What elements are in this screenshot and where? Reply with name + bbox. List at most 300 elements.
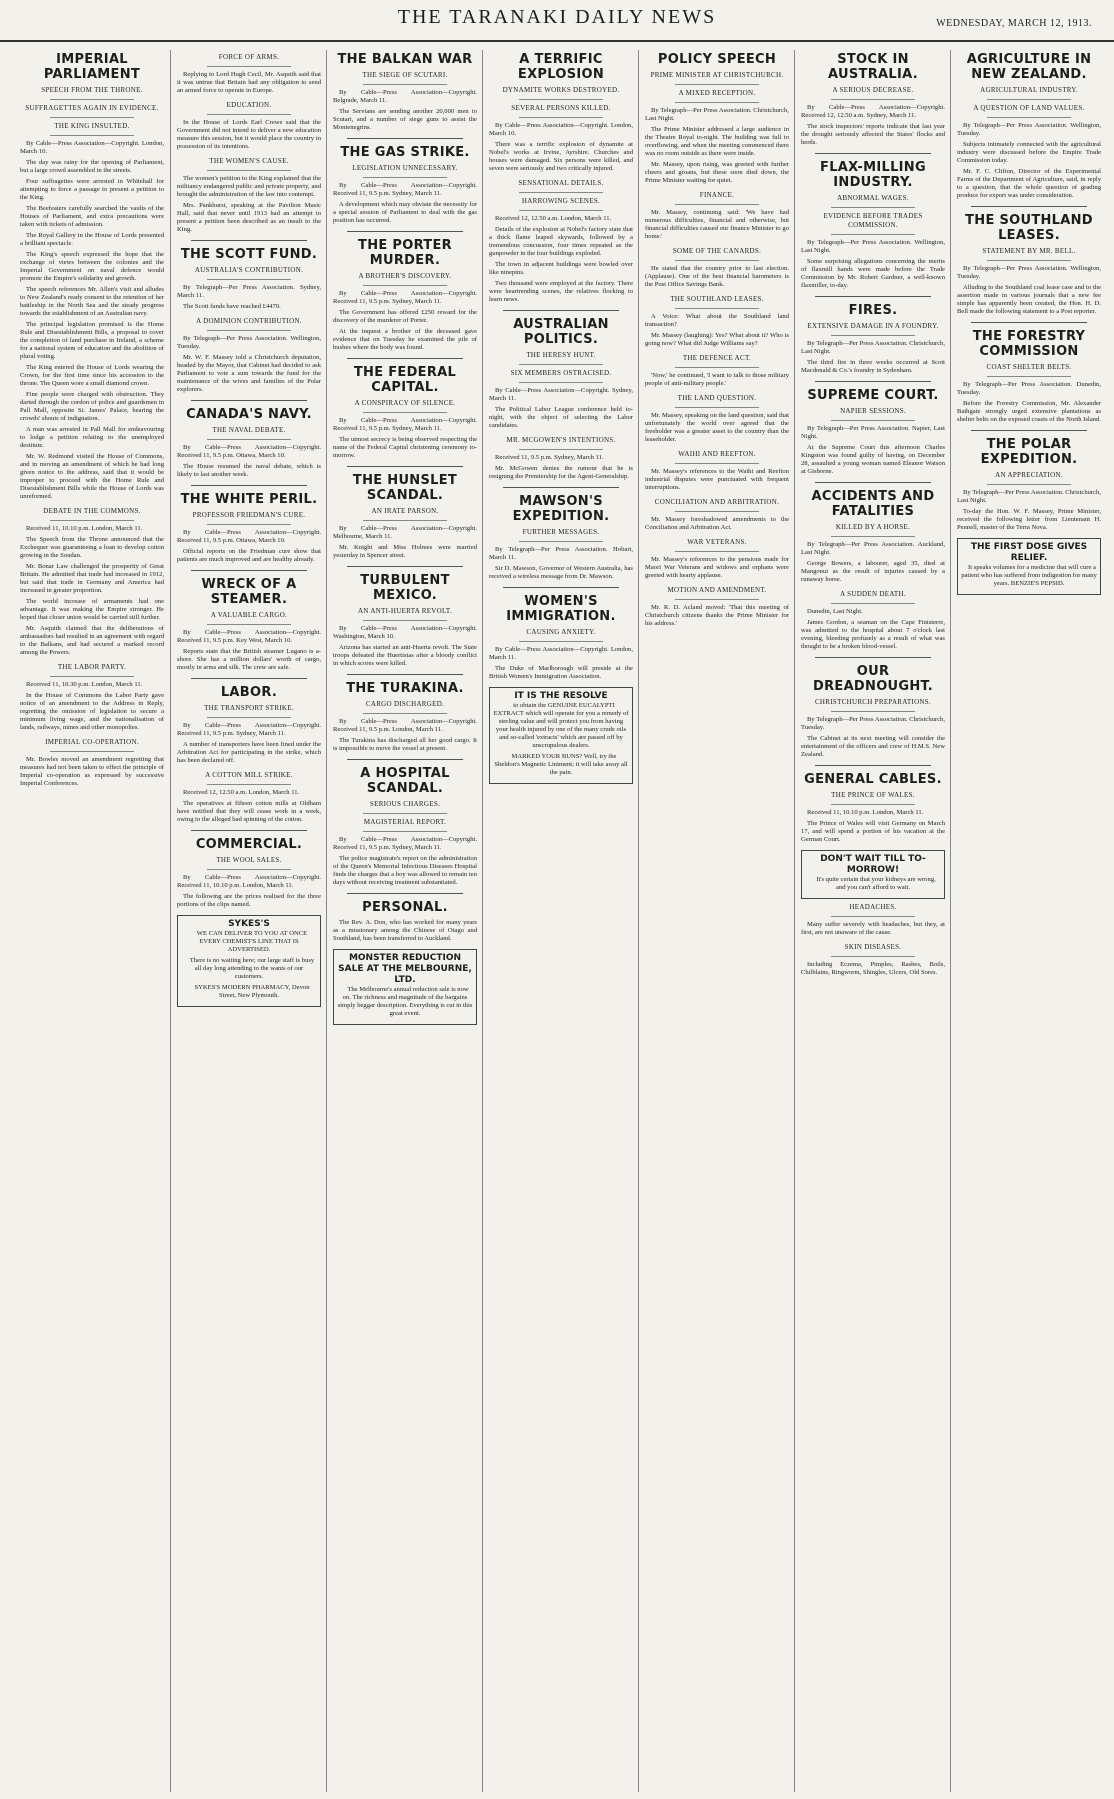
paragraph: The operatives at fifteen cotton mills at Oldham have notified that they will cease work in a week, owing to the alleged bad spinning of the cotton.	[177, 800, 321, 823]
paragraph: By Telegraph—Per Press Association. Hobart, March 11.	[489, 546, 633, 561]
subheading: A SUDDEN DEATH.	[840, 590, 906, 598]
subheading-rule	[987, 484, 1071, 485]
subheading-rule	[675, 84, 759, 85]
paragraph: By Cable—Press Association—Copyright. Received 11, 9.5 p.m. Sydney, March 11.	[333, 290, 477, 305]
section-rule	[191, 678, 307, 679]
section-rule	[971, 206, 1087, 207]
article	[177, 157, 321, 234]
subheading: ABNORMAL WAGES.	[837, 194, 909, 202]
subheading: HARROWING SCENES.	[521, 197, 601, 205]
subheading-rule	[831, 207, 915, 208]
paragraph: The Servians are sending another 20,000 men to Scutari, and a number of siege guns to assist the Montenegrins.	[333, 108, 477, 131]
article	[645, 586, 789, 628]
subheading: CHRISTCHURCH PREPARATIONS.	[814, 698, 932, 706]
headline: THE SOUTHLAND LEASES.	[965, 213, 1093, 243]
subheading-rule	[207, 717, 291, 718]
paragraph: In the House of Lords Earl Crewe said that the Government did not intend to deliver a new education measure this session, but it would place the country in possession of its intentions.	[177, 119, 321, 150]
paragraph: Dunedin, Last Night.	[807, 608, 863, 615]
headline: AGRICULTURE IN NEW ZEALAND.	[966, 52, 1092, 82]
subheading-rule	[831, 711, 915, 712]
paragraph: Received 12, 12.50 a.m. London, March 11.	[183, 789, 300, 796]
headline: AUSTRALIAN POLITICS.	[513, 317, 609, 347]
subheading-rule	[207, 439, 291, 440]
section-rule	[503, 587, 619, 588]
subheading: THE SIEGE OF SCUTARI.	[362, 71, 448, 79]
headline: COMMERCIAL.	[195, 837, 303, 852]
paragraph: Subjects intimately connected with the agricultural industry were discussed before the Empire Trade Commission today.	[957, 141, 1101, 164]
paragraph: By Cable—Press Association—Copyright. Received 11, 9.5 p.m. Ottawa, March 10.	[177, 529, 321, 544]
paragraph: Mr. W. Redmond visited the House of Commons, and in moving an amendment of which he had long given notice to the address, said that it would be improper to proceed with the Home Rule and Disestablishment Bills while the House of Lords was unreformed.	[20, 453, 164, 500]
subheading: PROFESSOR FRIEDMAN'S CURE.	[192, 511, 306, 519]
section-rule	[347, 759, 463, 760]
subheading: SEVERAL PERSONS KILLED.	[511, 104, 611, 112]
headline: TURBULENT MEXICO.	[360, 573, 450, 603]
paragraph: By Cable—Press Association—Copyright. Received 11, 9.5 p.m. Sydney, March 11.	[333, 182, 477, 197]
paper-name: THE TARANAKI DAILY NEWS	[397, 6, 717, 28]
article	[801, 296, 945, 375]
paragraph: The Royal Gallery in the House of Lords presented a brilliant spectacle.	[20, 232, 164, 247]
article	[177, 317, 321, 394]
paragraph: There was a terrific explosion of dynamite at Nobel's works at Irvine, Ayrshire. Churches and houses were damaged. Six persons were killed, and seven were seriously and two critically injured.	[489, 141, 633, 172]
subheading-rule	[207, 624, 291, 625]
subheading: WAIHI AND REEFTON.	[678, 450, 756, 458]
subheading-rule	[987, 99, 1071, 100]
article	[177, 678, 321, 765]
headline: THE POLAR EXPEDITION.	[980, 437, 1078, 467]
headline: THE FORESTRY COMMISSION	[972, 329, 1086, 359]
article	[20, 663, 164, 732]
subheading: THE TRANSPORT STRIKE.	[204, 704, 294, 712]
column-6	[794, 50, 951, 1792]
paragraph: 'Now,' he continued, 'I want to talk to those military people of anti-military people.'	[645, 372, 789, 387]
section-rule	[815, 482, 931, 483]
subheading-rule	[363, 520, 447, 521]
article	[489, 487, 633, 581]
subheading: EVIDENCE BEFORE TRADES COMMISSION.	[823, 212, 923, 229]
paragraph: Mr. F. C. Clifton, Director of the Experimental Farms of the Department of Agriculture, said, in reply to a question, that the whole question of grading produce for export was under consideration.	[957, 168, 1101, 199]
paragraph: Official reports on the Friedman cure show that patients are much improved and are healthy already.	[177, 548, 321, 563]
article	[177, 570, 321, 672]
paragraph: Received 11, 10.10 p.m. London, March 11.	[26, 525, 143, 532]
subheading: THE SOUTHLAND LEASES.	[670, 295, 764, 303]
headline: THE TURAKINA.	[346, 681, 464, 696]
paragraph: The Political Labor League conference held to-night, with the object of selecting the Labor candidates.	[489, 406, 633, 429]
article	[801, 52, 945, 147]
columns-container	[14, 50, 1106, 1792]
subheading: A QUESTION OF LAND VALUES.	[973, 104, 1085, 112]
paragraph: By Cable—Press Association—Copyright. London, March 10.	[489, 122, 633, 137]
headline: THE BALKAN WAR	[337, 52, 473, 67]
subheading: FORCE OF ARMS.	[218, 53, 280, 61]
paragraph: to obtain the GENUINE EUCALYPTI EXTRACT which will operate for you a remedy of sterling value and will protect you from having your health injured by one of the many crude oils and so-called 'extracts' which are passed off by unscrupulous dealers.	[493, 702, 629, 749]
article	[20, 738, 164, 788]
paragraph: To-day the Hon. W. F. Massey, Prime Minister, received the following letter from Lieutenant H. Pennell, master of the Terra Nova.	[957, 508, 1101, 531]
subheading: A MIXED RECEPTION.	[678, 89, 756, 97]
article	[333, 759, 477, 887]
subheading-rule	[675, 260, 759, 261]
subheading-rule	[363, 84, 447, 85]
subheading: MAGISTERIAL REPORT.	[363, 818, 447, 826]
section-rule	[971, 322, 1087, 323]
advertisement	[801, 850, 945, 899]
paragraph: The Turakina has discharged all her good cargo. It is impossible to move the vessel at present.	[333, 737, 477, 752]
headline: ACCIDENTS AND FATALITIES	[811, 489, 935, 519]
article	[801, 381, 945, 476]
article	[645, 538, 789, 580]
subheading-rule	[675, 204, 759, 205]
subheading-rule	[675, 511, 759, 512]
paragraph: By Cable—Press Association—Copyright. Washington, March 10.	[333, 625, 477, 640]
article	[177, 400, 321, 479]
paragraph: Mr. Massey, continuing said: 'We have had numerous difficulties, financial and otherwise, but financial difficulties caused our finance Minister to go home.'	[645, 209, 789, 240]
section-rule	[347, 138, 463, 139]
article	[645, 191, 789, 241]
masthead	[0, 0, 1114, 42]
subheading: PRIME MINISTER AT CHRISTCHURCH.	[650, 71, 784, 79]
subheading: DYNAMITE WORKS DESTROYED.	[502, 86, 620, 94]
paragraph: Some surprising allegations concerning the merits of flaxmill hands were made before the Trade Commission by Mr. Robert Gardner, a well-known flaxmiller, to-day.	[801, 258, 945, 289]
paragraph: A development which may obviate the necessity for a special session of Parliament to deal with the gas position has occurred.	[333, 201, 477, 224]
paragraph: By Telegraph—Per Press Association. Christchurch, Tuesday.	[801, 716, 945, 731]
subheading: STATEMENT BY MR. BELL.	[982, 247, 1076, 255]
article	[645, 247, 789, 289]
paragraph: Received 11, 10.10 p.m. London, March 11.	[807, 809, 924, 816]
paragraph: Mr. Massey's references to the pensions made for Maori War Veterans and widows and orphans were greeted with hearty applause.	[645, 556, 789, 579]
article	[333, 138, 477, 225]
article	[645, 450, 789, 492]
subheading: A VALUABLE CARGO.	[210, 611, 288, 619]
headline: IMPERIAL PARLIAMENT	[43, 52, 141, 82]
paragraph: The speech references Mr. Allen's visit and alludes to New Zealand's ready consent to the retention of her battleship in the North Sea and the steady progress towards the establishment of an Australian navy.	[20, 286, 164, 317]
subheading-rule	[831, 956, 915, 957]
paragraph: By Cable—Press Association—Copyright. London, March 11.	[489, 646, 633, 661]
subheading-rule	[50, 676, 134, 677]
subheading-rule	[519, 210, 603, 211]
paragraph: Arizona has started an anti-Huerta revolt. The State troops defeated the Huertistas after a bloody conflict in which scores were killed.	[333, 644, 477, 667]
article	[489, 310, 633, 430]
headline: GENERAL CABLES.	[804, 772, 942, 787]
subheading: CAUSING ANXIETY.	[526, 628, 596, 636]
subheading: FINANCE.	[699, 191, 735, 199]
subheading-rule	[207, 784, 291, 785]
subheading-rule	[831, 420, 915, 421]
headline: A HOSPITAL SCANDAL.	[360, 766, 450, 796]
article	[957, 322, 1101, 424]
article	[801, 903, 945, 937]
paragraph: The town in adjacent buildings were bowled over like ninepins.	[489, 261, 633, 276]
paragraph: There is no waiting here; our large staff is busy all day long attending to the wants of our customers.	[189, 957, 315, 980]
subheading-rule	[207, 869, 291, 870]
subheading: A DOMINION CONTRIBUTION.	[196, 317, 302, 325]
paragraph: A Voice: What about the Southland land transaction?	[645, 313, 789, 328]
paragraph: By Telegraph—Per Press Association. Christchurch, Last Night.	[801, 340, 945, 355]
paragraph: The following are the prices realised for the three portions of the clips named.	[177, 893, 321, 908]
article	[645, 394, 789, 444]
column-7	[950, 50, 1107, 1792]
paragraph: MARKED YOUR BUNS? Well, try the Sheldon's Magnetic Liniment; it will take away all the pain.	[494, 753, 628, 776]
subheading-rule	[831, 335, 915, 336]
subheading: THE LABOR PARTY.	[57, 663, 127, 671]
paragraph: By Telegraph—Per Press Association. Wellington, Last Night.	[801, 239, 945, 254]
paragraph: The Cabinet at its next meeting will consider the entertainment of the officers and crew of H.M.S. New Zealand.	[801, 735, 945, 758]
article	[177, 830, 321, 909]
paragraph: The Scott funds have reached £4470.	[183, 303, 281, 310]
section-rule	[815, 153, 931, 154]
paragraph: The principal legislation promised is the Home Rule and Disestablishment Bills, a proposal to cover the completion of land purchase in Ireland, a scheme for a national system of education and the abolition of plural voting.	[20, 321, 164, 360]
subheading: SOME OF THE CANARDS.	[672, 247, 762, 255]
paragraph: Sir D. Mawson, Governor of Western Australia, has received a wireless message from Dr. Mawson.	[489, 565, 633, 580]
paragraph: It speaks volumes for a medicine that will cure a patient who has suffered from indigestion for many years. BENZIE'S PEPSID.	[961, 564, 1097, 587]
headline: THE PORTER MURDER.	[358, 238, 452, 268]
paragraph: The House resumed the naval debate, which is likely to last another week.	[177, 463, 321, 478]
subheading-rule	[519, 641, 603, 642]
subheading-rule	[50, 520, 134, 521]
paragraph: Mr. Bonar Law challenged the prosperity of Great Britain. He admitted that trade had increased in 1912, but said that trade in Germany and America had increased in greater proportion.	[20, 563, 164, 594]
paragraph: Mr. Massey foreshadowed amendments to the Conciliation and Arbitration Act.	[645, 516, 789, 531]
headline: OUR DREADNOUGHT.	[812, 664, 933, 694]
section-rule	[191, 485, 307, 486]
paragraph: Alluding to the Southland coal lease case and to the assertion made in various journals that a new fee simple has apparently been created, the Hon. H. D. Bell made the following statement to a Post reporter.	[957, 284, 1101, 315]
subheading-rule	[519, 449, 603, 450]
advertisement	[177, 915, 321, 1007]
section-rule	[191, 830, 307, 831]
subheading-rule	[831, 536, 915, 537]
subheading-rule	[675, 599, 759, 600]
article	[801, 943, 945, 977]
paragraph: By Cable—Press Association—Copyright. Belgrade, March 11.	[333, 89, 477, 104]
article	[645, 52, 789, 185]
headline: CANADA'S NAVY.	[186, 407, 312, 422]
subheading-rule	[987, 117, 1071, 118]
subheading: AN IRATE PARSON.	[371, 507, 439, 515]
subheading-rule	[207, 170, 291, 171]
subheading-rule	[363, 813, 447, 814]
subheading-rule	[675, 463, 759, 464]
subheading: HEADACHES.	[849, 903, 897, 911]
subheading: THE LAND QUESTION.	[677, 394, 757, 402]
paragraph: The stock inspectors' reports indicate that last year the drought seriously affected the States' flocks and herds.	[801, 123, 945, 146]
subheading-rule	[363, 285, 447, 286]
paragraph: By Cable—Press Association—Copyright. Received 11, 9.5 p.m. London, March 11.	[333, 718, 477, 733]
paragraph: By Cable—Press Association—Copyright. Received 11, 10.10 p.m. London, March 11.	[177, 874, 321, 889]
section-rule	[191, 400, 307, 401]
subheading-rule	[519, 541, 603, 542]
subheading-rule	[519, 364, 603, 365]
paragraph: By Telegraph—Per Press Association. Napier, Last Night.	[801, 425, 945, 440]
column-5	[638, 50, 795, 1792]
article	[177, 240, 321, 311]
subheading-rule	[363, 177, 447, 178]
paragraph: The day was rainy for the opening of Parliament, but a large crowd assembled in the streets.	[20, 159, 164, 174]
paragraph: SYKES'S MODERN PHARMACY, Devon Street, New Plymouth.	[194, 984, 310, 999]
article	[801, 482, 945, 584]
article	[177, 101, 321, 151]
paragraph: The Duke of Marlborough will preside at the British Women's Immigration Association.	[489, 665, 633, 680]
subheading-rule	[207, 114, 291, 115]
subheading: FURTHER MESSAGES.	[522, 528, 600, 536]
subheading-rule	[363, 831, 447, 832]
subheading: CARGO DISCHARGED.	[365, 700, 445, 708]
paragraph: A number of transporters have been fined under the Arbitration Act for participating in the strike, which has been declared off.	[177, 741, 321, 764]
paragraph: At the inquest a brother of the deceased gave evidence that on Tuesday he examined the pile of bushes where the body was found.	[333, 328, 477, 351]
section-rule	[347, 893, 463, 894]
section-rule	[815, 381, 931, 382]
column-4	[482, 50, 639, 1792]
paragraph: By Telegraph—Per Press Association. Wellington, Tuesday.	[957, 122, 1101, 137]
column-1	[14, 50, 170, 1792]
paragraph: By Telegraph—Per Press Association. Wellington, Tuesday.	[957, 265, 1101, 280]
paragraph: Received 12, 12.50 a.m. London, March 11.	[495, 215, 612, 222]
paragraph: By Cable—Press Association—Copyright. Received 11, 9.5 p.m. Key West, March 10.	[177, 629, 321, 644]
subheading: SKIN DISEASES.	[844, 943, 902, 951]
section-rule	[191, 570, 307, 571]
headline: THE WHITE PERIL.	[180, 492, 318, 507]
paragraph: WE CAN DELIVER TO YOU AT ONCE EVERY CHEMIST'S LINE THAT IS ADVERTISED.	[196, 930, 308, 953]
subheading: COAST SHELTER BELTS.	[986, 363, 1072, 371]
subheading-rule	[519, 382, 603, 383]
headline: FLAX-MILLING INDUSTRY.	[820, 160, 926, 190]
subheading: SENSATIONAL DETAILS.	[518, 179, 604, 187]
subheading: THE HERESY HUNT.	[526, 351, 596, 359]
ad-title: THE FIRST DOSE GIVES RELIEF.	[970, 542, 1088, 563]
section-rule	[191, 240, 307, 241]
paragraph: By Cable—Press Association—Copyright. Received 11, 9.5 p.m. Sydney, March 11.	[333, 836, 477, 851]
article	[333, 358, 477, 460]
section-rule	[347, 566, 463, 567]
paragraph: By Telegraph—Per Press Association. Wellington, Tuesday.	[177, 335, 321, 350]
headline: POLICY SPEECH	[657, 52, 777, 67]
headline: THE HUNSLET SCANDAL.	[352, 473, 458, 503]
paragraph: James Gordon, a seaman on the Cape Finisterre, was admitted to the hospital about 7 o'clock last evening, bleeding profusely as a result of what was thought to be a broken blood-vessel.	[801, 619, 945, 650]
paragraph: By Cable—Press Association—Copyright. Received 11, 9.5 p.m. Sydney, March 11.	[333, 417, 477, 432]
paragraph: Mr. McGowen denies the rumour that he is resigning the Premiership for the Agent-Generalship.	[489, 465, 633, 480]
paragraph: Mr. Massey (laughing): Yes? What about it? Who is going now? What did Judge Williams say?	[645, 332, 789, 347]
section-rule	[347, 466, 463, 467]
paragraph: Including Eczema, Pimples, Rashes, Boils, Chilblains, Ringworm, Shingles, Ulcers, Old Sores.	[801, 961, 945, 976]
article	[801, 765, 945, 844]
subheading-rule	[519, 99, 603, 100]
subheading: MR. MCGOWEN'S INTENTIONS.	[506, 436, 616, 444]
subheading-rule	[831, 916, 915, 917]
paragraph: Mr. Asquith claimed that the deliberations of ambassadors had resulted in an agreement with regard to the Balkans, and had secured a marked record among the Powers.	[20, 625, 164, 656]
headline: THE FEDERAL CAPITAL.	[353, 365, 457, 395]
subheading-rule	[207, 524, 291, 525]
subheading-rule	[675, 102, 759, 103]
section-rule	[815, 296, 931, 297]
subheading-rule	[831, 234, 915, 235]
article	[645, 354, 789, 388]
article	[333, 231, 477, 352]
subheading-rule	[831, 804, 915, 805]
paragraph: The Speech from the Throne announced that the Exchequer was guaranteeing a loan to develop cotton growing in the Soudan.	[20, 536, 164, 559]
subheading-rule	[363, 620, 447, 621]
article	[20, 52, 164, 501]
paragraph: The Prime Minister addressed a large audience in the Theatre Royal to-night. The building was full to overflowing, and when the meeting commenced there was no room outside as there were inside.	[645, 126, 789, 157]
paragraph: Mr. Massey's references to the Waihi and Reefton industrial disputes were punctuated with frequent interruptions.	[645, 468, 789, 491]
subheading: SIX MEMBERS OSTRACISED.	[510, 369, 612, 377]
subheading-rule	[675, 551, 759, 552]
subheading-rule	[207, 330, 291, 331]
paragraph: Received 11, 9.5 p.m. Sydney, March 11.	[495, 454, 604, 461]
subheading: CONCILIATION AND ARBITRATION.	[654, 498, 780, 506]
subheading-rule	[50, 751, 134, 752]
paragraph: The Beefeaters carefully searched the vaults of the Houses of Parliament, and extra precautions were taken with tickets of admission.	[20, 205, 164, 228]
article	[645, 295, 789, 348]
section-rule	[815, 657, 931, 658]
paragraph: The world increase of armaments had one advantage. It was making the Empire stronger. He hoped that closer union would be carried still further.	[20, 598, 164, 621]
subheading-rule	[675, 407, 759, 408]
paragraph: The King's speech expressed the hope that the exchange of views between the colonies and the Imperial Government on naval defence would promote the Empire's solidarity and growth.	[20, 251, 164, 282]
subheading-rule	[831, 99, 915, 100]
article	[177, 485, 321, 564]
paragraph: Mr. W. F. Massey told a Christchurch deputation, headed by the Mayor, that Cabinet had decided to ask Parliament to vote a sum towards the fund for the maintenance of the wives and families of the Polar explorers.	[177, 354, 321, 393]
subheading: THE WOMEN'S CAUSE.	[209, 157, 289, 165]
headline: SUPREME COURT.	[807, 388, 939, 403]
subheading: LEGISLATION UNNECESSARY.	[352, 164, 458, 172]
paragraph: It's quite certain that your kidneys are wrong, and you can't afford to wait.	[816, 876, 936, 891]
paragraph: Before the Forestry Commission, Mr. Alexander Bathgate strongly urged extensive plantations as shelter belts on the exposed coasts of the North Island.	[957, 400, 1101, 423]
section-rule	[503, 310, 619, 311]
subheading: EDUCATION.	[226, 101, 272, 109]
subheading: A CONSPIRACY OF SILENCE.	[354, 399, 456, 407]
subheading: AN ANTI-HUERTA REVOLT.	[357, 607, 453, 615]
article	[333, 893, 477, 943]
subheading-rule	[831, 603, 915, 604]
paragraph: By Cable—Press Association—Copyright. Received 12, 12.50 a.m. Sydney, March 11.	[801, 104, 945, 119]
article	[801, 153, 945, 290]
subheading-rule	[519, 117, 603, 118]
subheading-rule	[987, 260, 1071, 261]
paragraph: At the Supreme Court this afternoon Charles Kingston was found guilty of having, on December 28, assaulted a young woman named Eleanor Watson at Gisborne.	[801, 444, 945, 475]
paragraph: By Telegraph—Per Press Association. Sydney, March 11.	[177, 284, 321, 299]
paragraph: By Cable—Press Association—Copyright. London, March 10.	[20, 140, 164, 155]
subheading: A SERIOUS DECREASE.	[832, 86, 914, 94]
paragraph: By Cable—Press Association—Copyright. Melbourne, March 11.	[333, 525, 477, 540]
paragraph: The utmost secrecy is being observed respecting the name of the Federal Capital christening ceremony to-morrow.	[333, 436, 477, 459]
paragraph: By Cable—Press Association—Copyright. Sydney, March 11.	[489, 387, 633, 402]
subheading-rule	[50, 117, 134, 118]
paragraph: A man was arrested in Pall Mall for endeavouring to lodge a petition relating to the unemployed destitute.	[20, 426, 164, 449]
article	[333, 52, 477, 132]
article	[489, 587, 633, 681]
article	[957, 52, 1101, 200]
subheading: SUFFRAGETTES AGAIN IN EVIDENCE.	[25, 104, 159, 112]
headline: WOMEN'S IMMIGRATION.	[506, 594, 616, 624]
paragraph: Details of the explosion at Nobel's factory state that a thick flame leaped skywards, followed by a tremendous concussion, four times repeated as the gunpowder in the four buildings exploded.	[489, 226, 633, 257]
subheading-rule	[519, 192, 603, 193]
subheading: MOTION AND AMENDMENT.	[667, 586, 767, 594]
article	[489, 436, 633, 481]
article	[333, 674, 477, 753]
paragraph: Fine people were charged with obstruction. They darted through the cordon of police and guardsmen in Pall Mall, opposite St. James' Palace, hearing the crowds' shouts of indignation.	[20, 391, 164, 422]
issue-date: WEDNESDAY, MARCH 12, 1913.	[936, 18, 1092, 29]
article	[957, 430, 1101, 532]
section-rule	[347, 231, 463, 232]
paragraph: Many suffer severely with headaches, but they, at first, are not unaware of the cause.	[801, 921, 945, 936]
subheading: A BROTHER'S DISCOVERY.	[358, 272, 452, 280]
paragraph: Mrs. Pankhurst, speaking at the Pavilion Music Hall, said that never until 1913 had an attempt to present a petition been described as an insult to the King.	[177, 202, 321, 233]
article	[957, 206, 1101, 316]
paragraph: The third fire in three weeks occurred at Scott Macdonald & Co.'s foundry in Sydenham.	[801, 359, 945, 374]
subheading-rule	[675, 367, 759, 368]
paragraph: Mr. Massey, upon rising, was greeted with further cheers and groans, but these soon died down, the Prime Minister waiting for quiet.	[645, 161, 789, 184]
subheading-rule	[207, 279, 291, 280]
paragraph: The King entered the House of Lords wearing the Crown, for the first time since his accession to the throne. The Queen wore a small diamond crown.	[20, 364, 164, 387]
column-2	[170, 50, 327, 1792]
article	[333, 566, 477, 668]
subheading: IMPERIAL CO-OPERATION.	[45, 738, 139, 746]
subheading: A COTTON MILL STRIKE.	[205, 771, 293, 779]
